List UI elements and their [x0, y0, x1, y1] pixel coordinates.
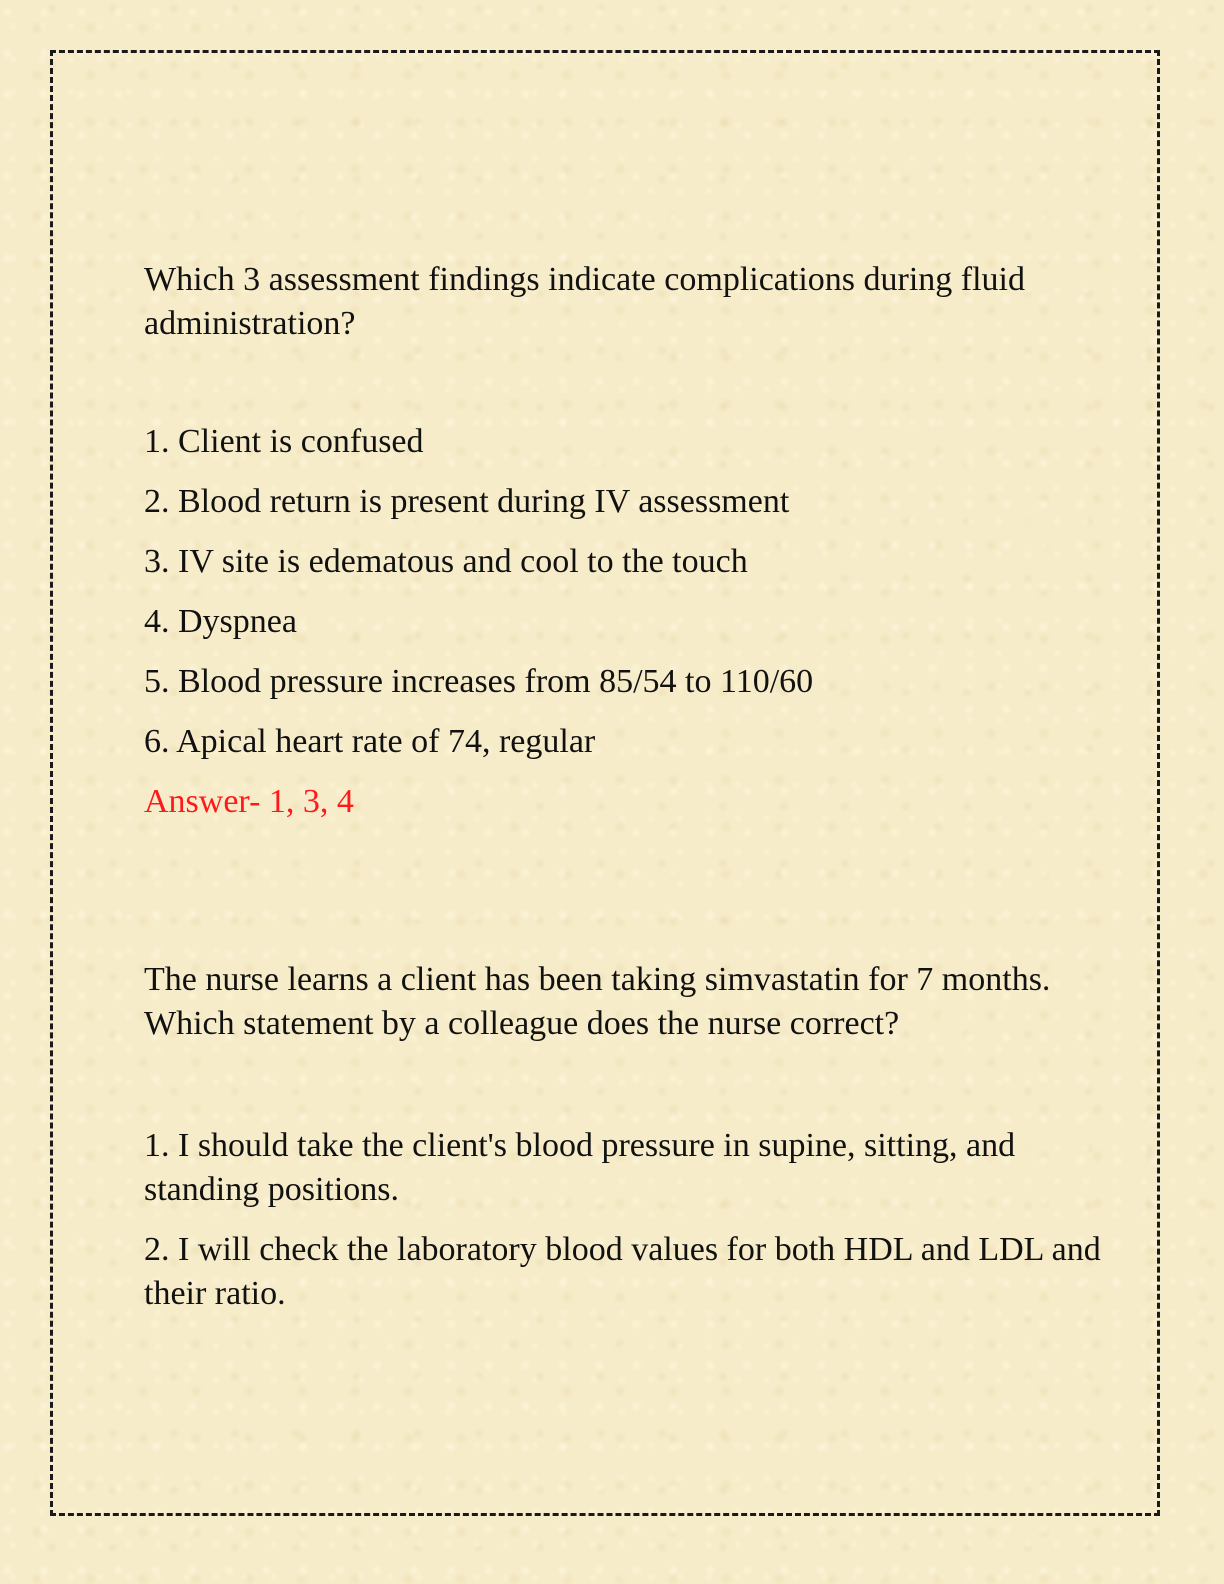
question-1-options: [144, 420, 1104, 780]
question-1-answer: Answer- 1, 3, 4: [144, 783, 354, 820]
question-2-text: The nurse learns a client has been taking simvastatin for 7 months. Which statement by a colleague does the nurse correct?: [144, 961, 1051, 1042]
question-1-option-1: 1. Client is confused: [144, 423, 424, 460]
question-1: [144, 258, 1104, 824]
question-2-option-1: 1. I should take the client's blood pressure in supine, sitting, and standing positions.: [144, 1127, 1016, 1208]
question-1-option-2: 2. Blood return is present during IV assessment: [144, 483, 790, 520]
document-content: [144, 258, 1104, 1332]
question-2-option-2: 2. I will check the laboratory blood values for both HDL and LDL and their ratio.: [144, 1231, 1101, 1312]
question-1-option-4: 4. Dyspnea: [144, 603, 297, 640]
question-1-text: Which 3 assessment findings indicate complications during fluid administration?: [144, 261, 1025, 342]
question-2: [144, 958, 1104, 1316]
question-1-option-6: 6. Apical heart rate of 74, regular: [144, 723, 596, 760]
question-1-option-3: 3. IV site is edematous and cool to the touch: [144, 543, 748, 580]
question-2-options: [144, 1124, 1104, 1316]
question-1-option-5: 5. Blood pressure increases from 85/54 to 110/60: [144, 663, 814, 700]
